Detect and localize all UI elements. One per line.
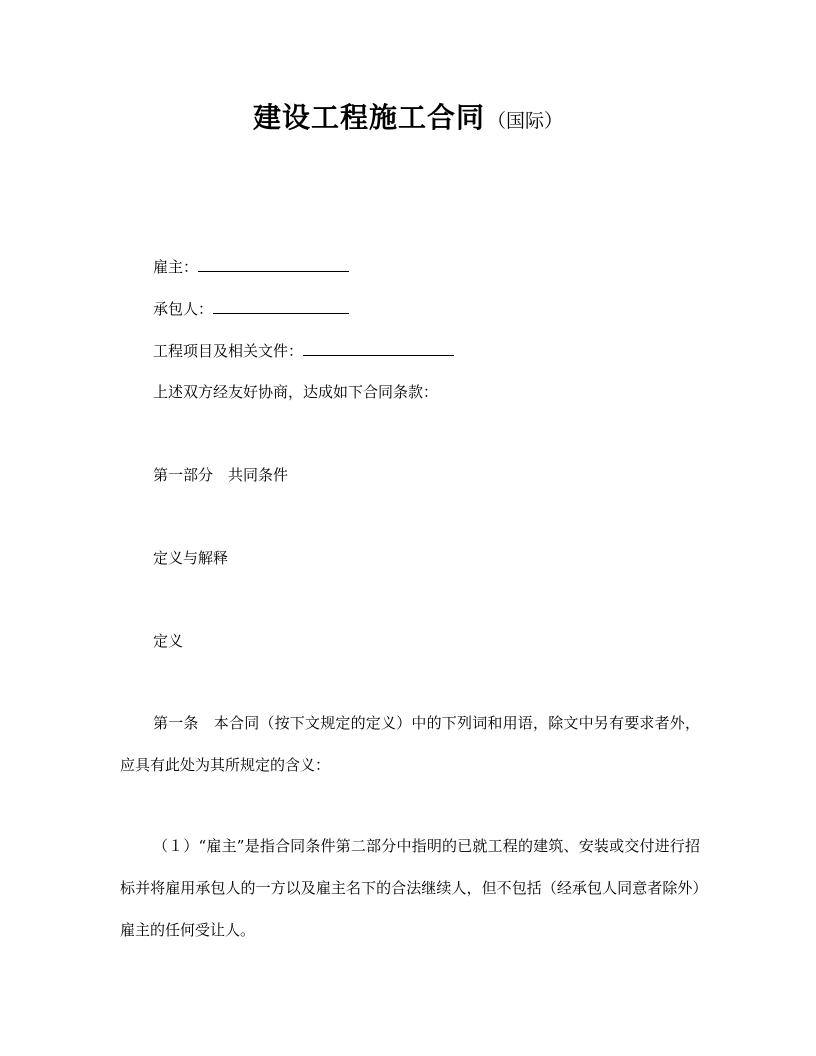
project-label: 工程项目及相关文件： <box>153 342 304 360</box>
project-field <box>153 341 454 361</box>
contractor-blank-line <box>213 299 349 314</box>
article-1-paragraph: 第一条 本合同（按下文规定的定义）中的下列词和用语，除文中另有要求者外，应具有此处为其所规定的含义： <box>120 714 700 774</box>
employer-blank-line <box>198 257 349 272</box>
employer-label: 雇主： <box>153 258 199 276</box>
project-blank-line <box>303 341 454 356</box>
document-title <box>0 96 816 136</box>
part-heading: 第一部分 共同条件 <box>153 466 289 484</box>
title-suffix: （国际） <box>487 110 564 132</box>
employer-field <box>153 257 349 277</box>
subsection-heading: 定义 <box>153 632 184 650</box>
title-main: 建设工程施工合同 <box>252 101 485 134</box>
contractor-field <box>153 299 349 319</box>
section-heading: 定义与解释 <box>153 549 229 567</box>
contractor-label: 承包人： <box>153 300 214 318</box>
clause-1-paragraph: （１）“雇主”是指合同条件第二部分中指明的已就工程的建筑、安装或交付进行招标并将雇用承包人的一方以及雇主名下的合法继续人，但不包括（经承包人同意者除外）雇主的任何受让人。 <box>120 837 700 939</box>
intro-text: 上述双方经友好协商，达成如下合同条款： <box>153 383 439 401</box>
